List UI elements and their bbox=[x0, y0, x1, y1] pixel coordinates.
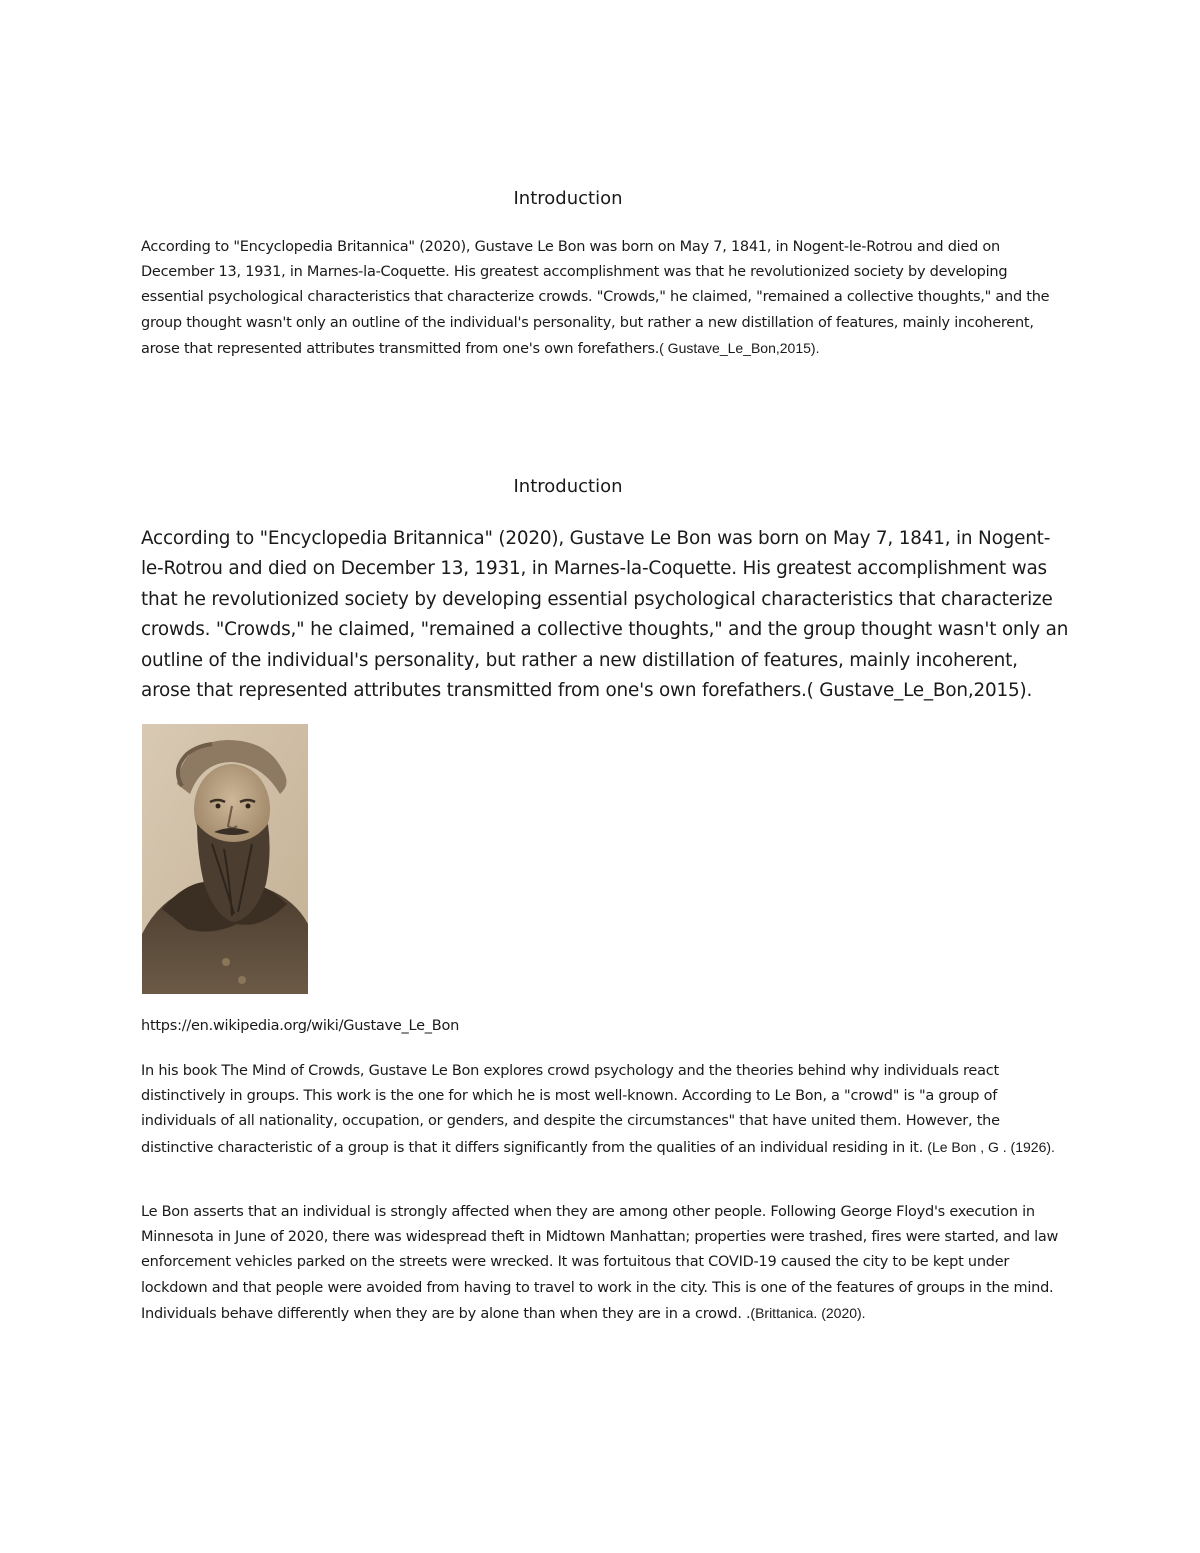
crowds-paragraph bbox=[141, 1059, 1061, 1161]
gustave-le-bon-portrait-image bbox=[142, 724, 308, 994]
section-title-1: Introduction bbox=[513, 188, 623, 209]
intro-paragraph-large: According to "Encyclopedia Britannica" (2020), Gustave Le Bon was born on May 7, 1841, in Nogent-le-Rotrou and died on December 13, 1931, in Marnes-la-Coquette. His greatest accomplishment was that he revolutionized society by developing essential psychological characteristics that characterize crowds. "Crowds," he claimed, "remained a collective thoughts," and the group thought wasn't only an outline of the individual's personality, but rather a new distillation of features, mainly incoherent, arose that represented attributes transmitted from one's own forefathers.( Gustave_Le_Bon,2015). bbox=[141, 528, 1069, 702]
intro-paragraph-small-citation: ( Gustave_Le_Bon,2015). bbox=[659, 339, 820, 356]
section-title-2: Introduction bbox=[513, 476, 623, 497]
crowds-paragraph-text: In his book The Mind of Crowds, Gustave Le Bon explores crowd psychology and the theories behind why individuals react distinctively in groups. This work is the one for which he is most well-known. According to Le Bon, a "crowd" is "a group of individuals of all nationality, occupation, or genders, and despite the circumstances" that have united them. However, the distinctive characteristic of a group is that it differs significantly from the qualities of an individual residing in it. bbox=[141, 1063, 1000, 1156]
floyd-paragraph-citation: (Brittanica. (2020). bbox=[750, 1304, 866, 1321]
floyd-paragraph bbox=[141, 1200, 1061, 1327]
floyd-paragraph-text: Le Bon asserts that an individual is strongly affected when they are among other people. Following George Floyd's execution in Minnesota in June of 2020, there was widespread theft in Midtown Manhattan; properties were trashed, fires were started, and law enforcement vehicles parked on the streets were wrecked. It was fortuitous that COVID-19 caused the city to be kept under lockdown and that people were avoided from having to travel to work in the city. This is one of the features of groups in the mind. Individuals behave differently when they are by alone than when they are in a crowd. . bbox=[141, 1204, 1059, 1322]
crowds-paragraph-citation: (Le Bon , G . (1926). bbox=[927, 1138, 1055, 1155]
intro-paragraph-small bbox=[141, 235, 1061, 362]
intro-paragraph-small-text: According to "Encyclopedia Britannica" (2020), Gustave Le Bon was born on May 7, 1841, in Nogent-le-Rotrou and died on December 13, 1931, in Marnes-la-Coquette. His greatest accomplishment was that he revolutionized society by developing essential psychological characteristics that characterize crowds. "Crowds," he claimed, "remained a collective thoughts," and the group thought wasn't only an outline of the individual's personality, but rather a new distillation of features, mainly incoherent, arose that represented attributes transmitted from one's own forefathers. bbox=[141, 239, 1050, 357]
image-source-url: https://en.wikipedia.org/wiki/Gustave_Le_Bon bbox=[141, 1018, 460, 1034]
